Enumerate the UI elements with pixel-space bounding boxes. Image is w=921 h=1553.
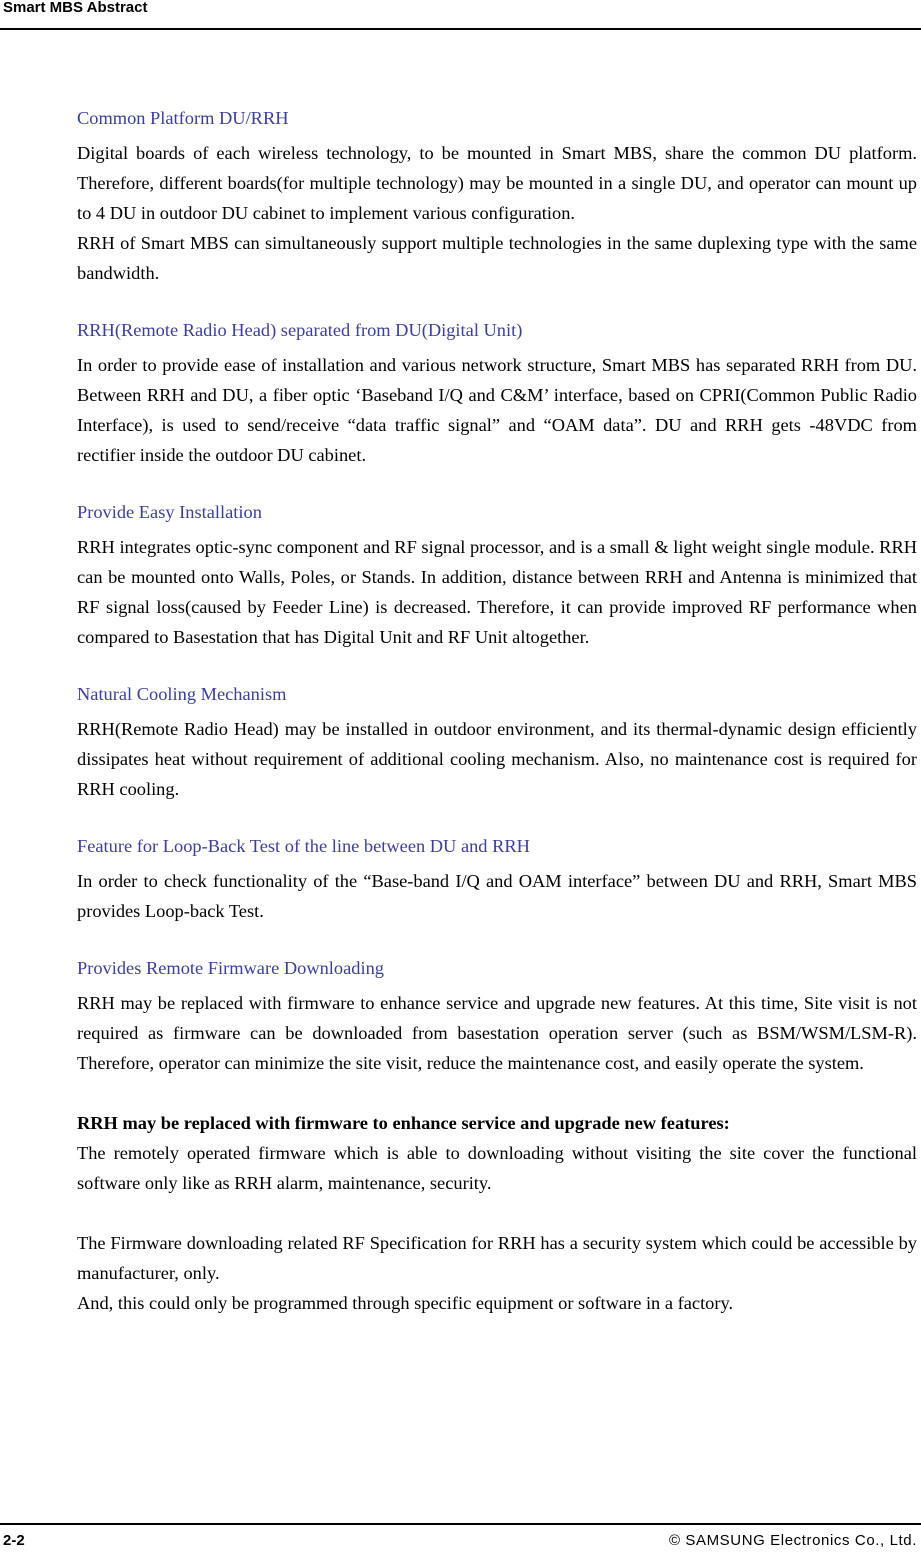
paragraph: The remotely operated firmware which is able to downloading without visiting the site cover the functional software only like as RRH alarm, maintenance, security.	[77, 1143, 917, 1193]
section-remote-firmware	[77, 956, 917, 1078]
paragraph: And, this could only be programmed through specific equipment or software in a factory.	[77, 1293, 734, 1313]
section-heading: RRH(Remote Radio Head) separated from DU(Digital Unit)	[77, 320, 523, 340]
section-common-platform	[77, 106, 917, 288]
section-heading: Provides Remote Firmware Downloading	[77, 958, 384, 978]
document-title: Smart MBS Abstract	[3, 0, 148, 16]
paragraph: The Firmware downloading related RF Specification for RRH has a security system which could be accessible by manufacturer, only.	[77, 1233, 917, 1283]
page-number: 2-2	[3, 1532, 25, 1549]
paragraph: Digital boards of each wireless technology, to be mounted in Smart MBS, share the common DU platform. Therefore, different boards(for multiple technology) may be mounted in a single DU, and operator can mount up to 4 DU in outdoor DU cabinet to implement various configuration.	[77, 143, 917, 223]
paragraph: In order to provide ease of installation and various network structure, Smart MBS has separated RRH from DU. Between RRH and DU, a fiber optic ‘Baseband I/Q and C&M’ interface, based on CPRI(Common Public Radio Interface), is used to send/receive “data traffic signal” and “OAM data”. DU and RRH gets -48VDC from rectifier inside the outdoor DU cabinet.	[77, 355, 917, 465]
section-rrh-separated	[77, 318, 917, 470]
page-footer	[0, 1523, 921, 1553]
paragraph: RRH of Smart MBS can simultaneously support multiple technologies in the same duplexing type with the same bandwidth.	[77, 233, 917, 283]
bold-heading: RRH may be replaced with firmware to enhance service and upgrade new features:	[77, 1113, 730, 1133]
section-heading: Feature for Loop-Back Test of the line between DU and RRH	[77, 836, 530, 856]
page-header	[0, 0, 921, 30]
paragraph: In order to check functionality of the “Base-band I/Q and OAM interface” between DU and RRH, Smart MBS provides Loop-back Test.	[77, 871, 917, 921]
document-body	[77, 106, 917, 1348]
copyright-notice: © SAMSUNG Electronics Co., Ltd.	[668, 1532, 917, 1549]
section-easy-installation	[77, 500, 917, 652]
paragraph: RRH may be replaced with firmware to enhance service and upgrade new features. At this time, Site visit is not required as firmware can be downloaded from basestation operation server (such as BSM/WSM/LSM-R). Therefore, operator can minimize the site visit, reduce the maintenance cost, and easily operate the system.	[77, 993, 917, 1073]
section-natural-cooling	[77, 682, 917, 804]
paragraph: RRH integrates optic-sync component and RF signal processor, and is a small & light weight single module. RRH can be mounted onto Walls, Poles, or Stands. In addition, distance between RRH and Antenna is minimized that RF signal loss(caused by Feeder Line) is decreased. Therefore, it can provide improved RF performance when compared to Basestation that has Digital Unit and RF Unit altogether.	[77, 537, 917, 647]
section-heading: Natural Cooling Mechanism	[77, 684, 287, 704]
section-firmware-features	[77, 1108, 917, 1198]
section-loop-back-test	[77, 834, 917, 926]
section-heading: Provide Easy Installation	[77, 502, 262, 522]
section-heading: Common Platform DU/RRH	[77, 108, 289, 128]
section-firmware-security	[77, 1228, 917, 1318]
paragraph: RRH(Remote Radio Head) may be installed in outdoor environment, and its thermal-dynamic design efficiently dissipates heat without requirement of additional cooling mechanism. Also, no maintenance cost is required for RRH cooling.	[77, 719, 917, 799]
